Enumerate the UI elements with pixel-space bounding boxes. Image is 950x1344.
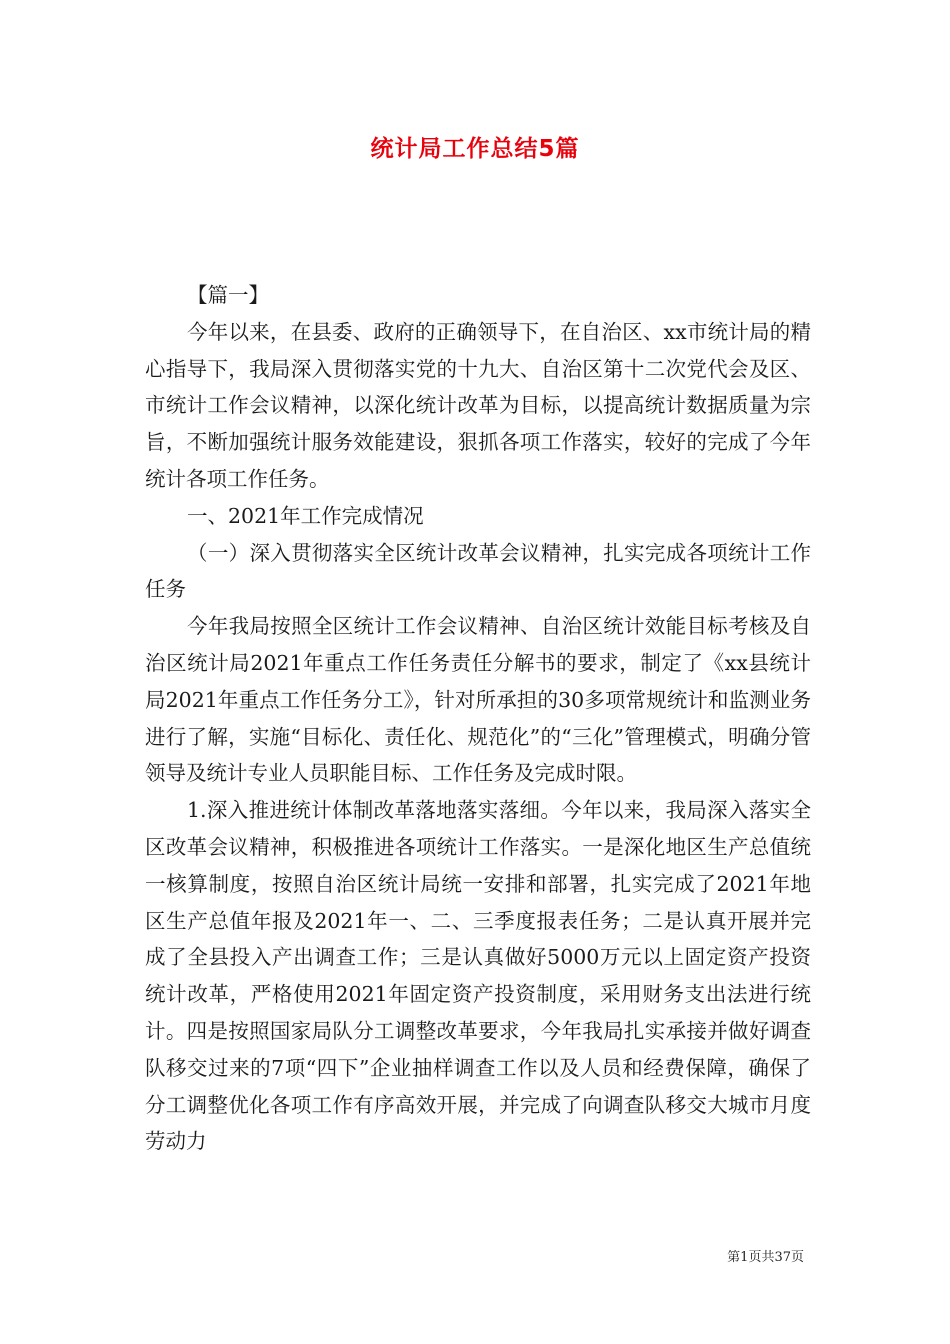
page-number: 第1页共37页: [727, 1250, 804, 1265]
section-heading: 一、2021年工作完成情况: [187, 503, 424, 528]
paragraph: 今年我局按照全区统计工作会议精神、自治区统计效能目标考核及自治区统计局2021年重点工作任务责任分解书的要求，制定了《xx县统计局2021年重点工作任务分工》，针对所承担的30多项常规统计和监测业务进行了解，实施“目标化、责任化、规范化”的“三化”管理模式，明确分管领导及统计专业人员职能目标、工作任务及完成时限。: [145, 614, 811, 786]
paragraph: 今年以来，在县委、政府的正确领导下，在自治区、xx市统计局的精心指导下，我局深入贯彻落实党的十九大、自治区第十二次党代会及区、市统计工作会议精神，以深化统计改革为目标，以提高统计数据质量为宗旨，不断加强统计服务效能建设，狠抓各项工作落实，较好的完成了今年统计各项工作任务。: [145, 319, 811, 491]
section-heading: 【篇一】: [187, 283, 270, 307]
document-body: [145, 277, 811, 1160]
paragraph: 1.深入推进统计体制改革落地落实落细。今年以来，我局深入落实全区改革会议精神，积极推进各项统计工作落实。一是深化地区生产总值统一核算制度，按照自治区统计局统一安排和部署，扎实完成了2021年地区生产总值年报及2021年一、二、三季度报表任务；二是认真开展并完成了全县投入产出调查工作；三是认真做好5000万元以上固定资产投资统计改革，严格使用2021年固定资产投资制度，采用财务支出法进行统计。四是按照国家局队分工调整改革要求，今年我局扎实承接并做好调查队移交过来的7项“四下”企业抽样调查工作以及人员和经费保障，确保了分工调整优化各项工作有序高效开展，并完成了向调查队移交大城市月度劳动力: [145, 798, 811, 1154]
document-title: 统计局工作总结5篇: [370, 136, 580, 162]
sub-heading: （一）深入贯彻落实全区统计改革会议精神，扎实完成各项统计工作任务: [145, 540, 811, 602]
